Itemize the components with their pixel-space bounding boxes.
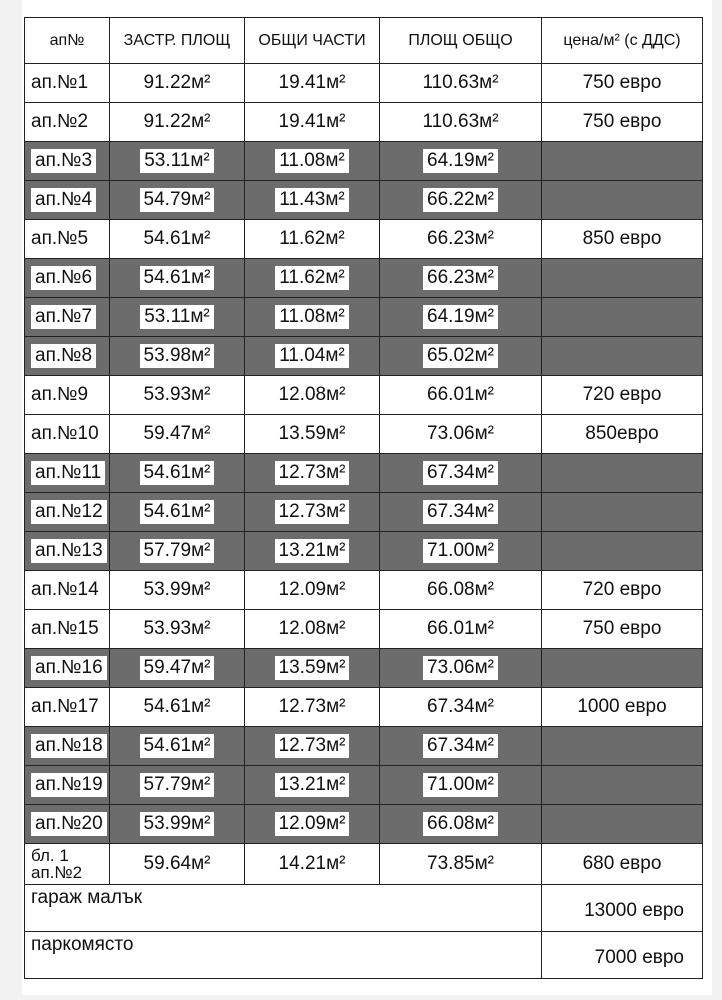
built-area-value: 59.47м²	[143, 423, 211, 444]
common-parts-value: 12.08м²	[278, 618, 346, 639]
common-parts-value: 11.08м²	[275, 305, 349, 329]
price-value: 680 евро	[582, 853, 662, 874]
built-area-cell	[110, 805, 245, 844]
total-area-value: 64.19м²	[423, 305, 498, 329]
apartment-number-value: ап.№10	[31, 423, 99, 444]
built-area-cell	[110, 688, 245, 727]
apartment-number-value: ап.№19	[31, 773, 107, 797]
total-area-cell	[380, 259, 542, 298]
common-parts-cell	[245, 259, 380, 298]
built-area-value: 54.61м²	[140, 500, 215, 524]
common-parts-cell	[245, 805, 380, 844]
apartment-row	[25, 103, 703, 142]
total-area-cell	[380, 376, 542, 415]
common-parts-value: 11.43м²	[275, 188, 349, 212]
apartment-number-value: ап.№14	[31, 579, 99, 600]
built-area-cell	[110, 142, 245, 181]
apartment-number-cell	[25, 220, 110, 259]
total-area-value: 67.34м²	[423, 500, 498, 524]
total-area-cell	[380, 766, 542, 805]
total-area-cell	[380, 64, 542, 103]
total-area-value: 67.34м²	[423, 734, 498, 758]
apartment-number-value: ап.№9	[31, 384, 89, 405]
apartment-number-cell	[25, 337, 110, 376]
built-area-value: 91.22м²	[143, 111, 211, 132]
common-parts-cell	[245, 181, 380, 220]
apartment-row	[25, 64, 703, 103]
apartment-number-cell	[25, 103, 110, 142]
price-cell	[542, 493, 703, 532]
header-row	[25, 18, 703, 64]
apartment-row	[25, 532, 703, 571]
apartment-number-value: ап.№18	[31, 734, 107, 758]
common-parts-cell	[245, 727, 380, 766]
total-area-value: 66.01м²	[427, 618, 494, 639]
apartment-number-value: ап.№5	[31, 228, 89, 249]
apartment-row	[25, 337, 703, 376]
common-parts-cell	[245, 532, 380, 571]
apartment-price-table	[24, 17, 703, 979]
apartment-number-value: ап.№4	[31, 188, 96, 212]
total-area-value: 67.34м²	[423, 461, 498, 485]
built-area-cell	[110, 493, 245, 532]
total-area-value: 66.08м²	[427, 579, 494, 600]
total-area-value: 67.34м²	[427, 696, 494, 717]
common-parts-value: 12.08м²	[278, 384, 346, 405]
total-area-cell	[380, 727, 542, 766]
extra-item-price: 7000 евро	[542, 932, 703, 979]
built-area-cell	[110, 376, 245, 415]
built-area-value: 59.47м²	[140, 656, 215, 680]
built-area-cell	[110, 298, 245, 337]
total-area-value: 64.19м²	[423, 149, 498, 173]
price-cell	[542, 610, 703, 649]
common-parts-cell	[245, 649, 380, 688]
apartment-number-cell	[25, 805, 110, 844]
price-cell	[542, 649, 703, 688]
apartment-row	[25, 259, 703, 298]
price-cell	[542, 688, 703, 727]
header-total-area: ПЛОЩ ОБЩО	[380, 18, 542, 64]
price-cell	[542, 532, 703, 571]
header-price: цена/м² (с ДДС)	[542, 18, 703, 64]
price-cell	[542, 571, 703, 610]
total-area-value: 73.06м²	[427, 423, 494, 444]
total-area-value: 73.06м²	[423, 656, 498, 680]
apartment-row	[25, 415, 703, 454]
price-value: 720 евро	[582, 579, 662, 600]
apartment-row	[25, 610, 703, 649]
price-cell	[542, 454, 703, 493]
common-parts-value: 12.09м²	[278, 579, 346, 600]
total-area-value: 71.00м²	[423, 773, 498, 797]
apartment-number-cell	[25, 298, 110, 337]
total-area-value: 66.22м²	[423, 188, 498, 212]
common-parts-value: 11.62м²	[275, 266, 349, 290]
built-area-value: 91.22м²	[143, 72, 211, 93]
built-area-value: 54.61м²	[143, 696, 211, 717]
price-value: 850 евро	[582, 228, 662, 249]
common-parts-value: 12.73м²	[275, 461, 350, 485]
common-parts-value: 19.41м²	[278, 111, 346, 132]
total-area-cell	[380, 610, 542, 649]
common-parts-cell	[245, 610, 380, 649]
apartment-number-cell	[25, 181, 110, 220]
apartment-row	[25, 766, 703, 805]
common-parts-cell	[245, 337, 380, 376]
apartment-number-cell	[25, 415, 110, 454]
built-area-cell	[110, 181, 245, 220]
total-area-cell	[380, 220, 542, 259]
common-parts-cell	[245, 298, 380, 337]
apartment-number-value: ап.№17	[31, 696, 99, 717]
common-parts-value: 12.73м²	[275, 734, 350, 758]
apartment-row	[25, 298, 703, 337]
apartment-row	[25, 493, 703, 532]
apartment-number-cell	[25, 688, 110, 727]
apartment-row	[25, 142, 703, 181]
common-parts-cell	[245, 220, 380, 259]
common-parts-cell	[245, 454, 380, 493]
total-area-cell	[380, 805, 542, 844]
apartment-number-value: ап.№20	[31, 812, 107, 836]
built-area-cell	[110, 454, 245, 493]
total-area-value: 65.02м²	[423, 344, 498, 368]
block-apartment-number: ап.№2	[31, 863, 83, 882]
block-apartment-row	[25, 844, 703, 885]
built-area-value: 53.93м²	[143, 384, 211, 405]
extra-item-label: гараж малък	[25, 885, 542, 932]
apartment-row	[25, 649, 703, 688]
total-area-cell	[380, 532, 542, 571]
built-area-cell	[110, 766, 245, 805]
apartment-number-cell	[25, 493, 110, 532]
common-parts-value: 13.59м²	[278, 423, 346, 444]
apartment-number-cell	[25, 142, 110, 181]
apartment-row	[25, 805, 703, 844]
header-apt: ап№	[25, 18, 110, 64]
apartment-row	[25, 376, 703, 415]
common-parts-cell	[245, 142, 380, 181]
common-parts-cell	[245, 844, 380, 885]
built-area-cell	[110, 220, 245, 259]
apartment-number-value: ап.№8	[31, 344, 96, 368]
price-cell	[542, 376, 703, 415]
built-area-value: 54.61м²	[140, 734, 215, 758]
total-area-cell	[380, 688, 542, 727]
common-parts-value: 19.41м²	[278, 72, 346, 93]
common-parts-cell	[245, 571, 380, 610]
common-parts-value: 13.59м²	[275, 656, 350, 680]
apartment-number-value: ап.№6	[31, 266, 96, 290]
total-area-value: 66.23м²	[427, 228, 494, 249]
apartment-number-cell	[25, 64, 110, 103]
price-cell	[542, 805, 703, 844]
apartment-number-cell	[25, 376, 110, 415]
price-cell	[542, 103, 703, 142]
built-area-cell	[110, 844, 245, 885]
total-area-cell	[380, 415, 542, 454]
total-area-value: 73.85м²	[427, 853, 494, 874]
extra-item-label: паркомясто	[25, 932, 542, 979]
total-area-cell	[380, 337, 542, 376]
apartment-number-value: ап.№2	[31, 111, 89, 132]
total-area-cell	[380, 844, 542, 885]
total-area-value: 110.63м²	[422, 72, 499, 93]
header-built-area: ЗАСТР. ПЛОЩ	[110, 18, 245, 64]
built-area-cell	[110, 337, 245, 376]
common-parts-value: 13.21м²	[275, 539, 350, 563]
built-area-value: 54.79м²	[140, 188, 215, 212]
built-area-value: 53.11м²	[140, 305, 214, 329]
apartment-number-cell	[25, 571, 110, 610]
built-area-value: 54.61м²	[143, 228, 211, 249]
total-area-cell	[380, 103, 542, 142]
total-area-value: 66.23м²	[423, 266, 498, 290]
apartment-number-value: ап.№15	[31, 618, 99, 639]
apartment-number-value: ап.№11	[31, 461, 105, 485]
apartment-number-cell	[25, 532, 110, 571]
price-cell	[542, 64, 703, 103]
total-area-cell	[380, 181, 542, 220]
common-parts-cell	[245, 688, 380, 727]
header-common-parts: ОБЩИ ЧАСТИ	[245, 18, 380, 64]
price-cell	[542, 142, 703, 181]
built-area-cell	[110, 649, 245, 688]
built-area-cell	[110, 610, 245, 649]
price-value: 750 евро	[582, 111, 662, 132]
built-area-value: 57.79м²	[140, 539, 215, 563]
apartment-row	[25, 454, 703, 493]
built-area-cell	[110, 259, 245, 298]
apartment-row	[25, 181, 703, 220]
price-cell	[542, 259, 703, 298]
price-cell	[542, 337, 703, 376]
price-value: 750 евро	[582, 72, 662, 93]
price-cell	[542, 766, 703, 805]
apartment-row	[25, 688, 703, 727]
common-parts-value: 12.73м²	[278, 696, 346, 717]
price-cell	[542, 220, 703, 259]
apartment-row	[25, 727, 703, 766]
price-cell	[542, 727, 703, 766]
apartment-number-cell	[25, 727, 110, 766]
apartment-row	[25, 220, 703, 259]
apartment-number-value: ап.№16	[31, 656, 107, 680]
built-area-value: 57.79м²	[140, 773, 215, 797]
built-area-cell	[110, 64, 245, 103]
price-cell	[542, 415, 703, 454]
built-area-value: 53.98м²	[140, 344, 215, 368]
total-area-cell	[380, 571, 542, 610]
price-value: 1000 евро	[577, 696, 667, 717]
built-area-value: 54.61м²	[140, 266, 215, 290]
apartment-number-cell	[25, 259, 110, 298]
built-area-value: 59.64м²	[143, 853, 211, 874]
common-parts-cell	[245, 103, 380, 142]
apartment-number-cell	[25, 610, 110, 649]
common-parts-cell	[245, 376, 380, 415]
apartment-number-value: ап.№12	[31, 500, 107, 524]
apartment-number-value: ап.№13	[31, 539, 107, 563]
extra-item-price: 13000 евро	[542, 885, 703, 932]
common-parts-cell	[245, 493, 380, 532]
total-area-cell	[380, 142, 542, 181]
apartment-number-value: ап.№1	[31, 72, 89, 93]
built-area-value: 53.11м²	[140, 149, 214, 173]
block-apartment-cell	[25, 844, 110, 885]
built-area-value: 53.99м²	[140, 812, 215, 836]
price-value: 720 евро	[582, 384, 662, 405]
common-parts-cell	[245, 64, 380, 103]
common-parts-value: 11.08м²	[275, 149, 349, 173]
price-value: 850евро	[585, 423, 659, 444]
total-area-value: 66.01м²	[427, 384, 494, 405]
built-area-value: 54.61м²	[140, 461, 215, 485]
extra-item-row	[25, 932, 703, 979]
apartment-row	[25, 571, 703, 610]
price-cell	[542, 181, 703, 220]
common-parts-value: 11.62м²	[279, 228, 345, 249]
built-area-value: 53.93м²	[143, 618, 211, 639]
apartment-number-cell	[25, 454, 110, 493]
total-area-value: 66.08м²	[423, 812, 498, 836]
common-parts-value: 11.04м²	[275, 344, 349, 368]
built-area-cell	[110, 532, 245, 571]
price-cell	[542, 844, 703, 885]
total-area-cell	[380, 649, 542, 688]
price-cell	[542, 298, 703, 337]
total-area-cell	[380, 298, 542, 337]
built-area-cell	[110, 727, 245, 766]
common-parts-value: 14.21м²	[278, 853, 346, 874]
apartment-number-cell	[25, 649, 110, 688]
total-area-cell	[380, 454, 542, 493]
total-area-value: 110.63м²	[422, 111, 499, 132]
built-area-cell	[110, 571, 245, 610]
built-area-value: 53.99м²	[143, 579, 211, 600]
block-label: бл. 1	[31, 846, 69, 865]
extra-item-row	[25, 885, 703, 932]
apartment-number-cell	[25, 766, 110, 805]
price-value: 750 евро	[582, 618, 662, 639]
apartment-number-value: ап.№3	[31, 149, 96, 173]
common-parts-value: 12.09м²	[275, 812, 350, 836]
built-area-cell	[110, 415, 245, 454]
built-area-cell	[110, 103, 245, 142]
common-parts-cell	[245, 415, 380, 454]
common-parts-value: 12.73м²	[275, 500, 350, 524]
total-area-value: 71.00м²	[423, 539, 498, 563]
apartment-number-value: ап.№7	[31, 305, 96, 329]
total-area-cell	[380, 493, 542, 532]
common-parts-value: 13.21м²	[275, 773, 350, 797]
common-parts-cell	[245, 766, 380, 805]
